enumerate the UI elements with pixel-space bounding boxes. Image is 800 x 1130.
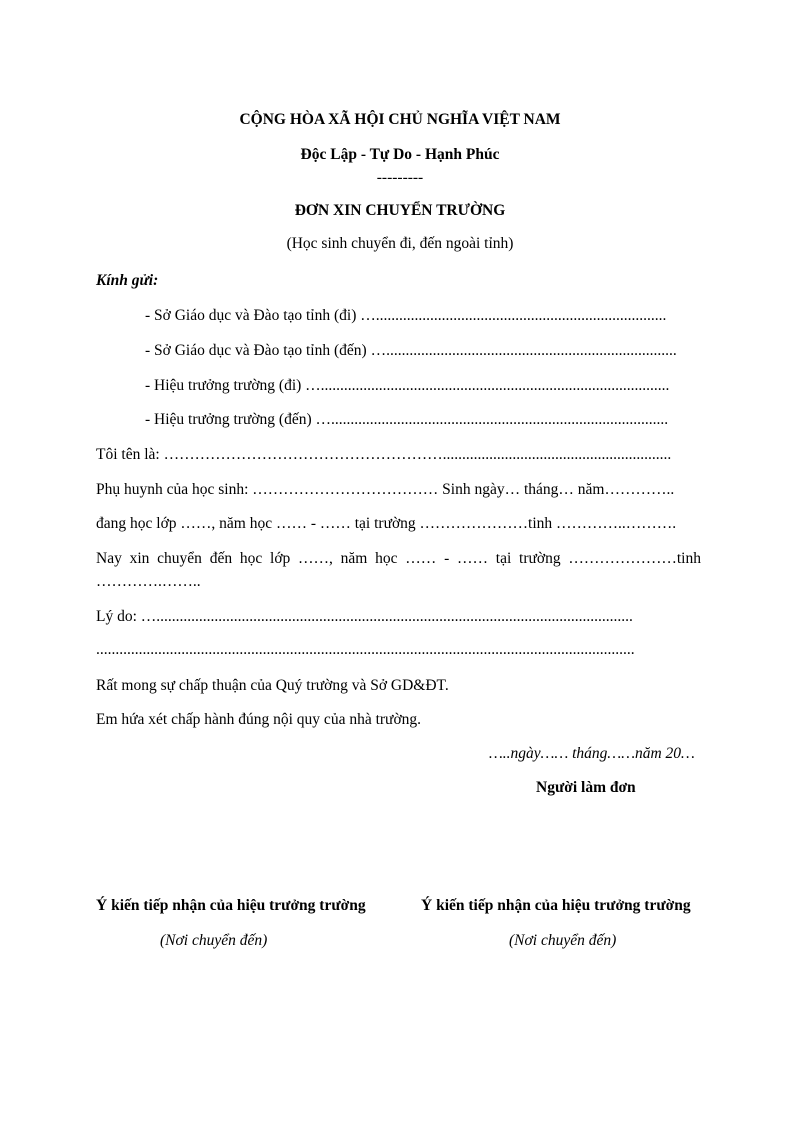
recipient-line: - Sở Giáo dục và Đào tạo tỉnh (đi) …...........................................................................: [145, 307, 667, 324]
request-line: Rất mong sự chấp thuận của Quý trường và Sở GD&ĐT.: [96, 677, 449, 694]
signer-label: Người làm đơn: [536, 779, 636, 796]
nation-heading: CỘNG HÒA XÃ HỘI CHỦ NGHĨA VIỆT NAM: [239, 111, 561, 128]
transfer-line: Nay xin chuyển đến học lớp ……, năm học …… - …… tại trường …………………tinh: [96, 550, 701, 567]
recipient-line: - Hiệu trưởng trường (đến) ….......................................................................................: [145, 411, 669, 428]
approval-right-title: Ý kiến tiếp nhận của hiệu trưởng trường: [421, 897, 691, 914]
salutation: Kính gửi:: [96, 272, 159, 289]
reason-line-continued: ...........................................................................................................................................: [96, 641, 635, 658]
recipient-line: - Sở Giáo dục và Đào tạo tỉnh (đến) …...........................................................................: [145, 342, 677, 359]
approval-right-note: (Nơi chuyển đến): [509, 932, 617, 949]
form-subtitle: (Học sinh chuyển đi, đến ngoài tỉnh): [286, 235, 514, 252]
form-title: ĐƠN XIN CHUYỂN TRƯỜNG: [294, 202, 506, 219]
date-line: …..ngày…… tháng……năm 20…: [489, 745, 695, 762]
approval-left-title: Ý kiến tiếp nhận của hiệu trưởng trường: [96, 897, 366, 914]
current-class-line: đang học lớp ……, năm học …… - …… tại trường …………………tinh …………..……….: [96, 515, 677, 532]
parent-line: Phụ huynh của học sinh: ……………………………… Sinh ngày… tháng… năm…………..: [96, 481, 675, 498]
promise-line: Em hứa xét chấp hành đúng nội quy của nhà trường.: [96, 711, 422, 728]
approval-left-note: (Nơi chuyển đến): [160, 932, 268, 949]
reason-line: Lý do: …...........................................................................................................................: [96, 608, 633, 625]
separator: ---------: [376, 169, 424, 186]
motto: Độc Lập - Tự Do - Hạnh Phúc: [300, 146, 500, 163]
recipient-line: - Hiệu trưởng trường (đi) …..........................................................................................: [145, 377, 670, 394]
student-name-line: Tôi tên là: ………………………………………………...........................................................: [96, 446, 672, 463]
transfer-line-continued: ………….……..: [96, 573, 201, 590]
